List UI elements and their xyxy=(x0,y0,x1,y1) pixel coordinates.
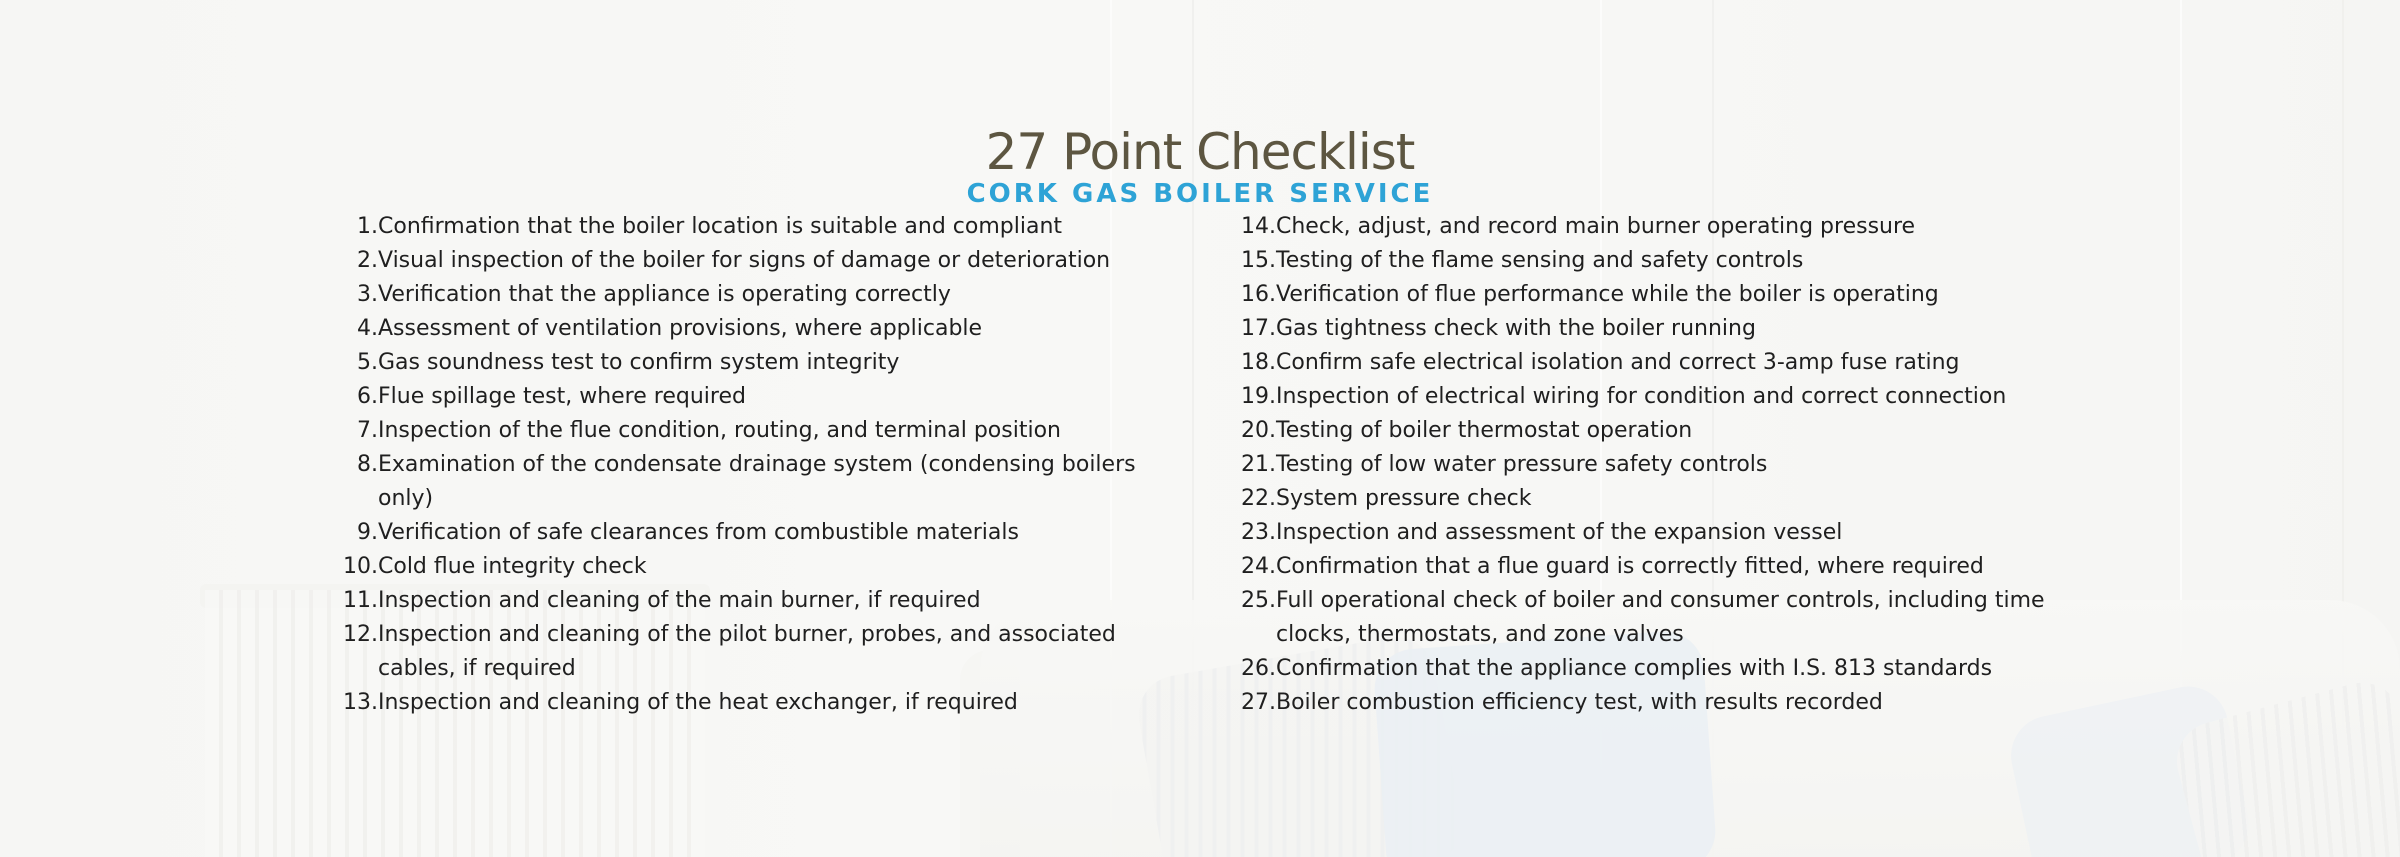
checklist-item-number: 10. xyxy=(343,554,378,579)
checklist-item-number: 7. xyxy=(357,418,378,443)
checklist-item-text: Confirm safe electrical isolation and correct 3-amp fuse rating xyxy=(1276,350,1960,375)
checklist-item-text: Cold flue integrity check xyxy=(378,554,647,579)
checklist-item-number: 12. xyxy=(343,622,378,647)
checklist-item-number: 26. xyxy=(1241,656,1276,681)
checklist-item-text: Testing of the flame sensing and safety controls xyxy=(1276,248,1804,273)
checklist-item xyxy=(340,618,1140,686)
checklist-item-text: Visual inspection of the boiler for signs of damage or deterioration xyxy=(378,248,1111,273)
checklist-item-number: 17. xyxy=(1241,316,1276,341)
checklist-item-number: 2. xyxy=(357,248,378,273)
checklist-item-text: Verification that the appliance is operating correctly xyxy=(378,282,951,307)
checklist-item-number: 9. xyxy=(357,520,378,545)
checklist-item-text: Examination of the condensate drainage system (condensing boilers only) xyxy=(378,452,1136,511)
checklist-item-number: 16. xyxy=(1241,282,1276,307)
checklist-item-text: Confirmation that the appliance complies with I.S. 813 standards xyxy=(1276,656,1993,681)
checklist-item-number: 4. xyxy=(357,316,378,341)
checklist-item-text: Testing of boiler thermostat operation xyxy=(1276,418,1693,443)
checklist-item-text: Gas tightness check with the boiler running xyxy=(1276,316,1756,341)
checklist-item xyxy=(340,414,1140,448)
checklist-item xyxy=(1238,652,2078,686)
checklist-item-text: System pressure check xyxy=(1276,486,1532,511)
checklist-item-text: Boiler combustion efficiency test, with results recorded xyxy=(1276,690,1883,715)
checklist-item xyxy=(1238,482,2078,516)
checklist-item xyxy=(1238,244,2078,278)
checklist-item xyxy=(1238,312,2078,346)
checklist-item xyxy=(1238,448,2078,482)
checklist-item xyxy=(340,448,1140,516)
checklist-item-number: 23. xyxy=(1241,520,1276,545)
checklist-item-text: Inspection and cleaning of the main burner, if required xyxy=(378,588,981,613)
checklist-item-number: 22. xyxy=(1241,486,1276,511)
checklist-item-text: Gas soundness test to confirm system integrity xyxy=(378,350,900,375)
checklist-item-number: 1. xyxy=(357,214,378,239)
checklist-item xyxy=(340,584,1140,618)
checklist-item-text: Confirmation that a flue guard is correctly fitted, where required xyxy=(1276,554,1984,579)
checklist-item xyxy=(340,686,1140,720)
checklist-item xyxy=(1238,516,2078,550)
checklist-item-text: Verification of safe clearances from combustible materials xyxy=(378,520,1019,545)
checklist-item-number: 25. xyxy=(1241,588,1276,613)
checklist-item-number: 8. xyxy=(357,452,378,477)
checklist-item xyxy=(1238,346,2078,380)
checklist-item xyxy=(340,346,1140,380)
checklist-item-text: Verification of flue performance while the boiler is operating xyxy=(1276,282,1939,307)
checklist-item-text: Inspection and cleaning of the pilot burner, probes, and associated cables, if required xyxy=(378,622,1116,681)
checklist-item-text: Inspection and assessment of the expansion vessel xyxy=(1276,520,1843,545)
checklist-item-text: Inspection of the flue condition, routing, and terminal position xyxy=(378,418,1061,443)
checklist-item-text: Testing of low water pressure safety controls xyxy=(1276,452,1768,477)
checklist-item-number: 3. xyxy=(357,282,378,307)
checklist-item-text: Full operational check of boiler and consumer controls, including time clocks, thermostats, and zone valves xyxy=(1276,588,2045,647)
checklist-item-text: Assessment of ventilation provisions, where applicable xyxy=(378,316,983,341)
checklist-item-number: 11. xyxy=(343,588,378,613)
checklist-item-number: 20. xyxy=(1241,418,1276,443)
checklist-item xyxy=(340,380,1140,414)
checklist-item xyxy=(340,210,1140,244)
checklist-item xyxy=(340,244,1140,278)
checklist-item-text: Check, adjust, and record main burner operating pressure xyxy=(1276,214,1916,239)
checklist-item-number: 6. xyxy=(357,384,378,409)
checklist-item xyxy=(1238,686,2078,720)
checklist-item xyxy=(340,550,1140,584)
checklist-item xyxy=(1238,278,2078,312)
checklist-item-text: Flue spillage test, where required xyxy=(378,384,746,409)
checklist-item xyxy=(340,278,1140,312)
checklist-item xyxy=(1238,584,2078,652)
checklist-item-number: 13. xyxy=(343,690,378,715)
checklist-item-number: 19. xyxy=(1241,384,1276,409)
checklist-item xyxy=(1238,550,2078,584)
checklist-item-number: 27. xyxy=(1241,690,1276,715)
checklist-right-column xyxy=(1238,210,2078,720)
checklist-item xyxy=(1238,380,2078,414)
checklist-item-number: 15. xyxy=(1241,248,1276,273)
checklist-item-number: 14. xyxy=(1241,214,1276,239)
checklist-item-number: 5. xyxy=(357,350,378,375)
checklist-item-text: Inspection and cleaning of the heat exchanger, if required xyxy=(378,690,1018,715)
checklist-item xyxy=(340,516,1140,550)
checklist-item xyxy=(1238,414,2078,448)
checklist-item-number: 21. xyxy=(1241,452,1276,477)
checklist-item-number: 24. xyxy=(1241,554,1276,579)
checklist-item-text: Confirmation that the boiler location is suitable and compliant xyxy=(378,214,1063,239)
checklist-left-column xyxy=(340,210,1140,720)
checklist-item xyxy=(1238,210,2078,244)
page-subtitle: CORK GAS BOILER SERVICE xyxy=(966,179,1434,209)
checklist-item-text: Inspection of electrical wiring for condition and correct connection xyxy=(1276,384,2007,409)
checklist-item-number: 18. xyxy=(1241,350,1276,375)
page-title: 27 Point Checklist xyxy=(985,123,1415,181)
checklist-item xyxy=(340,312,1140,346)
